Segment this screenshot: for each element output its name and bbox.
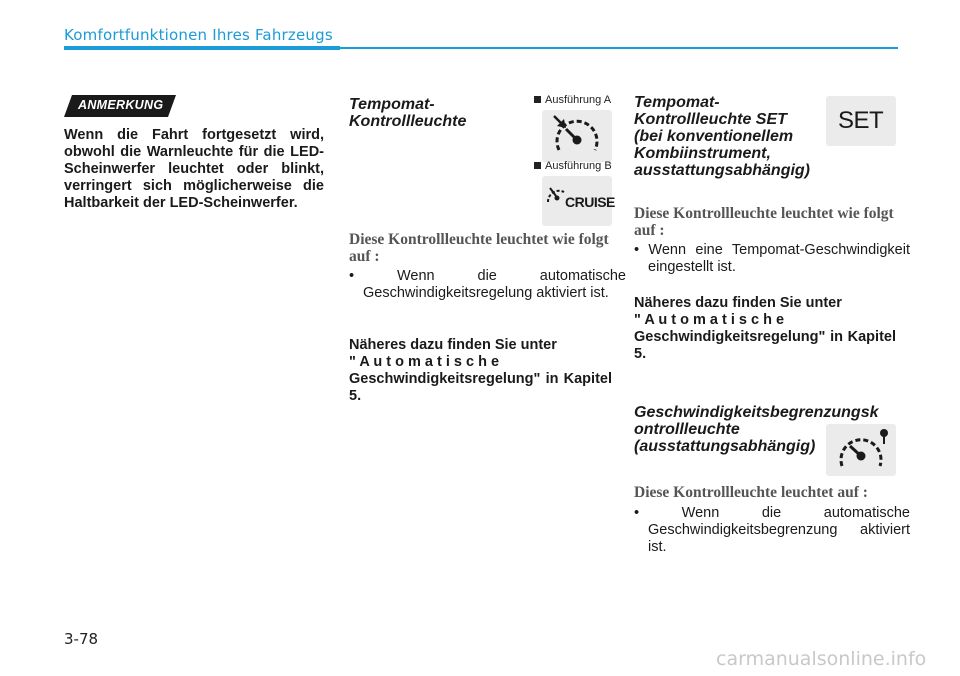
- note-text: Wenn die Fahrt fortgesetzt wird, obwohl die Warnleuchte für die LED-Scheinwerfer leuchtet oder blinkt, verringert sich möglicherweise die Haltbarkeit der LED-Scheinwerfer.: [64, 127, 324, 211]
- variant-b-label: Ausführung B: [534, 160, 612, 172]
- cruise-icon: [542, 176, 615, 226]
- watermark: carmanualsonline.info: [716, 648, 927, 670]
- cruise-reference: Näheres dazu finden Sie unter " A u t o m a t i s c h e Geschwindigkeitsregelung" in Kapitel 5.: [349, 337, 612, 404]
- cruise-bullet: • Wenn die automatische Geschwindigkeitsregelung aktiviert ist.: [349, 268, 626, 301]
- set-icon: [826, 96, 896, 146]
- speedometer-arrow-icon: [542, 110, 612, 162]
- cruise-section-title: Tempomat-Kontrollleuchte: [349, 96, 467, 130]
- section-header-title: Komfortfunktionen Ihres Fahrzeugs: [64, 26, 333, 44]
- header-rule: [64, 46, 340, 50]
- variant-a-label: Ausführung A: [534, 94, 611, 106]
- note-badge-label: ANMERKUNG: [78, 98, 164, 112]
- set-section-title: Tempomat- Kontrollleuchte SET (bei konventionellem Kombiinstrument, ausstattungsabhängig): [634, 94, 811, 179]
- cruise-icon-text: CRUISE: [565, 194, 615, 210]
- note-badge: [64, 95, 176, 117]
- set-bullet: • Wenn eine Tempomat-Geschwindigkeit eingestellt ist.: [634, 242, 910, 275]
- set-lead: Diese Kontrollleuchte leuchtet wie folgt auf :: [634, 205, 894, 239]
- set-reference: Näheres dazu finden Sie unter " A u t o m a t i s c h e Geschwindigkeitsregelung" in Kapitel 5.: [634, 295, 896, 362]
- limit-section-title: Geschwindigkeitsbegrenzungsk ontrollleuchte (ausstattungsabhängig): [634, 404, 879, 455]
- header-rule-thin: [340, 47, 898, 49]
- page-number: 3-78: [64, 630, 99, 648]
- cruise-lead: Diese Kontrollleuchte leuchtet wie folgt auf :: [349, 231, 609, 265]
- limit-bullet: • Wenn die automatische Geschwindigkeitsbegrenzung aktiviert ist.: [634, 505, 910, 555]
- limit-lead: Diese Kontrollleuchte leuchtet auf :: [634, 484, 868, 501]
- set-icon-text: SET: [838, 107, 884, 134]
- speed-limiter-icon: [826, 424, 896, 476]
